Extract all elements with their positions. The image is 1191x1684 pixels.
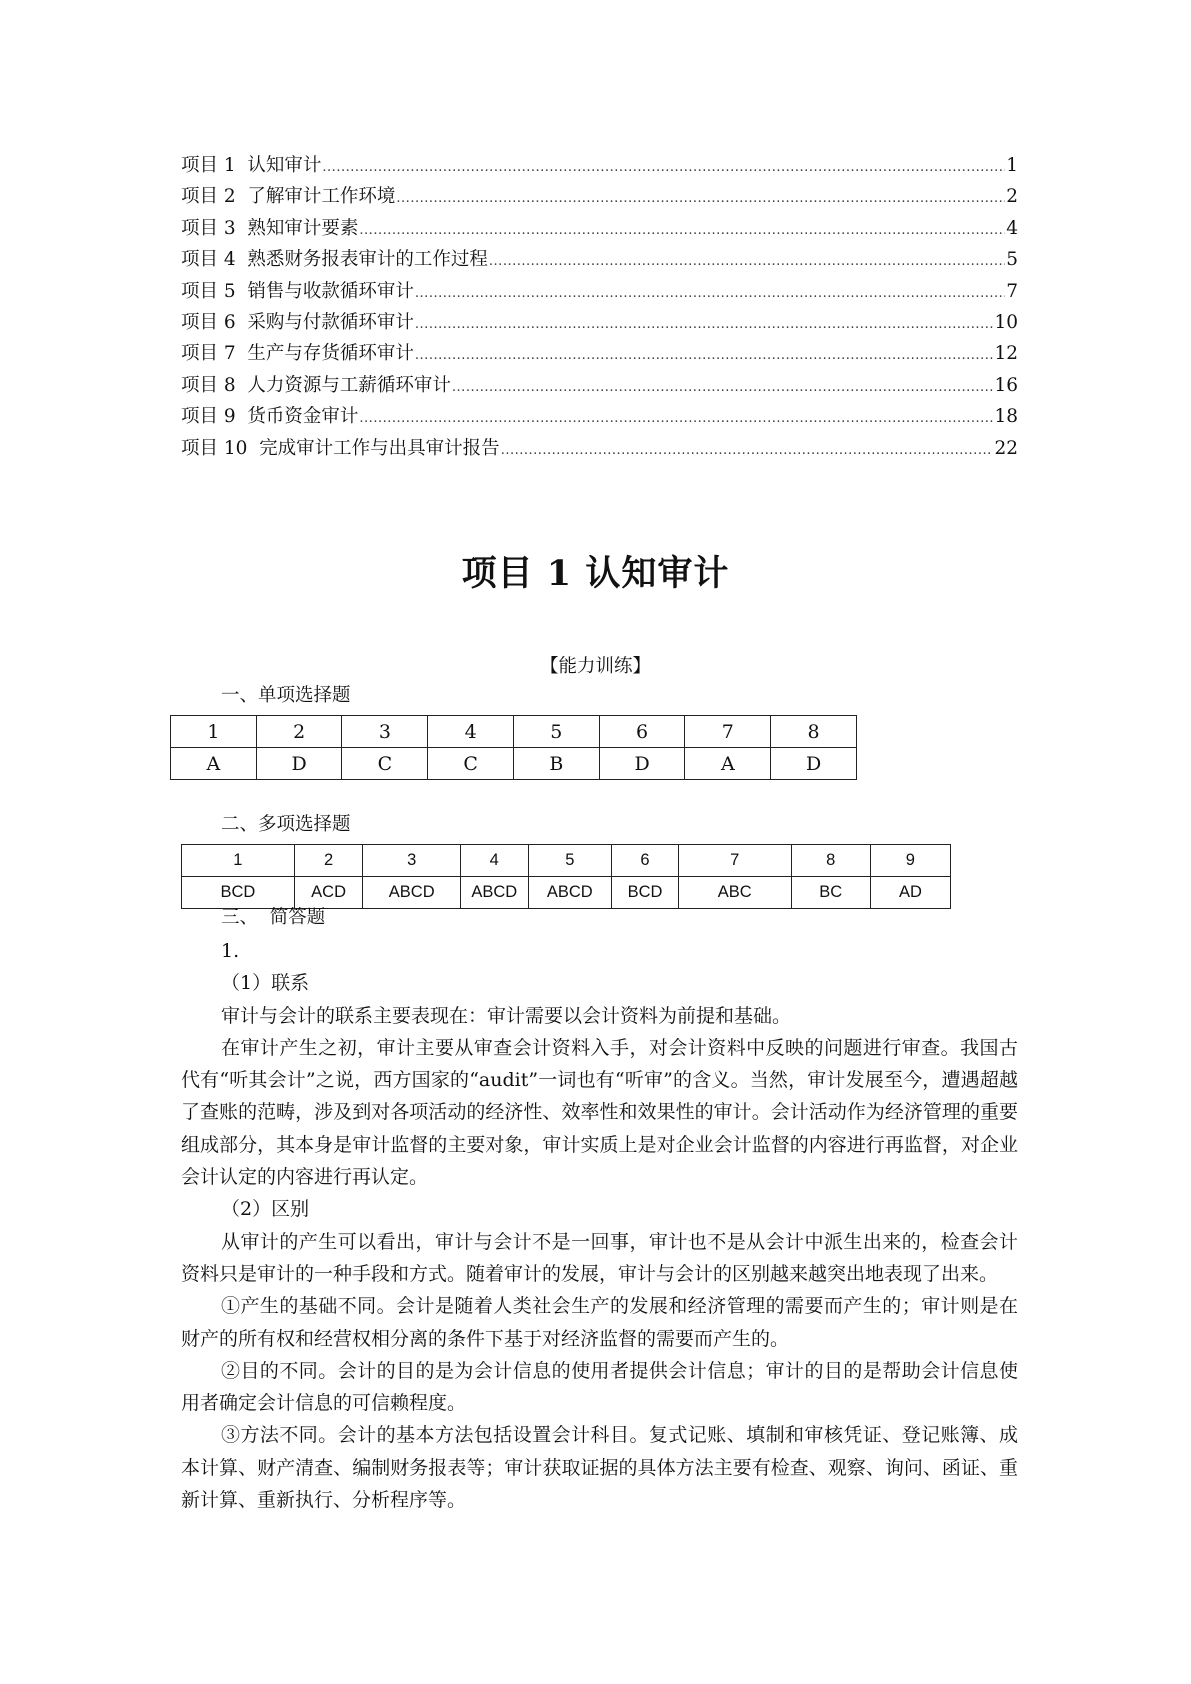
table-cell: ABCD [528, 877, 611, 909]
table-cell: 3 [342, 716, 428, 748]
toc-entry[interactable] [181, 244, 1018, 275]
short-answer-heading: 三、 简答题 [221, 907, 326, 928]
table-cell: 2 [256, 716, 342, 748]
table-cell: D [771, 748, 857, 780]
toc-entry[interactable] [181, 401, 1018, 432]
table-cell: 4 [428, 716, 514, 748]
single-choice-answer-table [170, 715, 857, 780]
toc-entry-label: 项目 2 了解审计工作环境 [181, 186, 396, 208]
toc-entry-page: 18 [994, 406, 1018, 428]
toc-entry-page: 12 [994, 343, 1018, 365]
toc-entry-label: 项目 1 认知审计 [181, 155, 322, 176]
toc-entry[interactable] [181, 150, 1018, 181]
toc-leader-dots [415, 276, 1005, 309]
section-label: 【能力训练】 [539, 656, 651, 677]
toc-entry-label: 项目 6 采购与付款循环审计 [181, 311, 414, 333]
body-paragraph: 1. [221, 940, 240, 962]
toc-entry-page: 16 [994, 374, 1018, 396]
table-cell: 8 [771, 716, 857, 748]
toc-entry[interactable] [181, 307, 1018, 338]
table-cell: A [171, 748, 257, 780]
toc-entry[interactable] [181, 433, 1018, 464]
table-cell: 5 [513, 716, 599, 748]
toc-leader-dots [359, 213, 1005, 246]
body-paragraph: ②目的不同。会计的目的是为会计信息的使用者提供会计信息；审计的目的是帮助会计信息使用者确定会计信息的可信赖程度。 [181, 1359, 1018, 1415]
toc-leader-dots [415, 307, 994, 340]
table-cell: 3 [363, 845, 461, 877]
body-paragraph: 在审计产生之初，审计主要从审查会计资料入手，对会计资料中反映的问题进行审查。我国古代有“听其会计”之说，西方国家的“audit”一词也有“听审”的含义。当然，审计发展至今，遭遇超越了查账的范畴，涉及到对各项活动的经济性、效率性和效果性的审计。会计活动作为经济管理的重要组成部分，其本身是审计监督的主要对象，审计实质上是对企业会计监督的内容进行再监督，对企业会计认定的内容进行再认定。 [181, 1036, 1018, 1189]
table-cell: D [599, 748, 685, 780]
toc-entry-page: 7 [1006, 280, 1018, 302]
table-cell: A [685, 748, 771, 780]
table-cell: C [428, 748, 514, 780]
table-cell: 1 [171, 716, 257, 748]
table-cell: 6 [612, 845, 679, 877]
toc-entry-page: 1 [1006, 155, 1018, 176]
toc-entry-label: 项目 5 销售与收款循环审计 [181, 280, 414, 302]
table-cell: ABC [678, 877, 791, 909]
table-cell: ABCD [460, 877, 528, 909]
toc-leader-dots [501, 433, 994, 466]
table-of-contents [181, 150, 1018, 464]
toc-entry-page: 2 [1006, 186, 1018, 208]
table-cell: 2 [294, 845, 363, 877]
table-cell: 8 [791, 845, 870, 877]
table-cell: ABCD [363, 877, 461, 909]
short-answer-body [181, 935, 1018, 1516]
table-cell: 1 [182, 845, 295, 877]
toc-entry-label: 项目 10 完成审计工作与出具审计报告 [181, 437, 500, 459]
body-paragraph: （1）联系 [221, 972, 310, 995]
table-cell: C [342, 748, 428, 780]
table-row [171, 716, 857, 748]
table-cell: 7 [685, 716, 771, 748]
toc-entry-label: 项目 9 货币资金审计 [181, 406, 359, 428]
table-cell: 4 [460, 845, 528, 877]
toc-entry-page: 10 [994, 311, 1018, 333]
toc-leader-dots [489, 244, 1005, 277]
toc-leader-dots [359, 401, 993, 434]
table-cell: D [256, 748, 342, 780]
body-paragraph: ①产生的基础不同。会计是随着人类社会生产的发展和经济管理的需要而产生的；审计则是在财产的所有权和经营权相分离的条件下基于对经济监督的需要而产生的。 [181, 1295, 1018, 1350]
toc-entry-page: 4 [1006, 217, 1018, 239]
single-choice-heading: 一、单项选择题 [221, 685, 351, 706]
table-row [182, 845, 951, 877]
toc-entry[interactable] [181, 338, 1018, 369]
table-cell: AD [870, 877, 950, 909]
body-paragraph: 从审计的产生可以看出，审计与会计不是一回事，审计也不是从会计中派生出来的，检查会计资料只是审计的一种手段和方式。随着审计的发展，审计与会计的区别越来越突出地表现了出来。 [181, 1230, 1018, 1285]
table-cell: BCD [182, 877, 295, 909]
body-paragraph: ③方法不同。会计的基本方法包括设置会计科目。复式记账、填制和审核凭证、登记账簿、成本计算、财产清查、编制财务报表等；审计获取证据的具体方法主要有检查、观察、询问、函证、重新计算、重新执行、分析程序等。 [181, 1424, 1018, 1512]
toc-entry[interactable] [181, 181, 1018, 212]
toc-entry-label: 项目 4 熟悉财务报表审计的工作过程 [181, 249, 488, 271]
toc-leader-dots [396, 181, 1005, 214]
toc-entry-label: 项目 8 人力资源与工薪循环审计 [181, 374, 451, 396]
table-cell: 5 [528, 845, 611, 877]
table-row [171, 748, 857, 780]
table-cell: B [513, 748, 599, 780]
table-cell: 6 [599, 716, 685, 748]
toc-leader-dots [322, 150, 1005, 183]
table-cell: 9 [870, 845, 950, 877]
toc-entry-label: 项目 7 生产与存货循环审计 [181, 343, 414, 365]
toc-entry-page: 5 [1006, 249, 1018, 271]
chapter-title: 项目 1 认知审计 [461, 553, 730, 594]
multiple-choice-heading: 二、多项选择题 [221, 814, 351, 835]
table-cell: BC [791, 877, 870, 909]
toc-entry[interactable] [181, 213, 1018, 244]
toc-entry-label: 项目 3 熟知审计要素 [181, 217, 359, 239]
body-paragraph: 审计与会计的联系主要表现在：审计需要以会计资料为前提和基础。 [221, 1004, 792, 1027]
multiple-choice-answer-table [181, 844, 951, 909]
table-cell: ACD [294, 877, 363, 909]
table-cell: BCD [612, 877, 679, 909]
toc-entry-page: 22 [994, 437, 1018, 459]
toc-entry[interactable] [181, 276, 1018, 307]
table-cell: 7 [678, 845, 791, 877]
body-paragraph: （2）区别 [221, 1198, 310, 1221]
toc-leader-dots [452, 370, 994, 403]
toc-leader-dots [415, 338, 994, 371]
toc-entry[interactable] [181, 370, 1018, 401]
